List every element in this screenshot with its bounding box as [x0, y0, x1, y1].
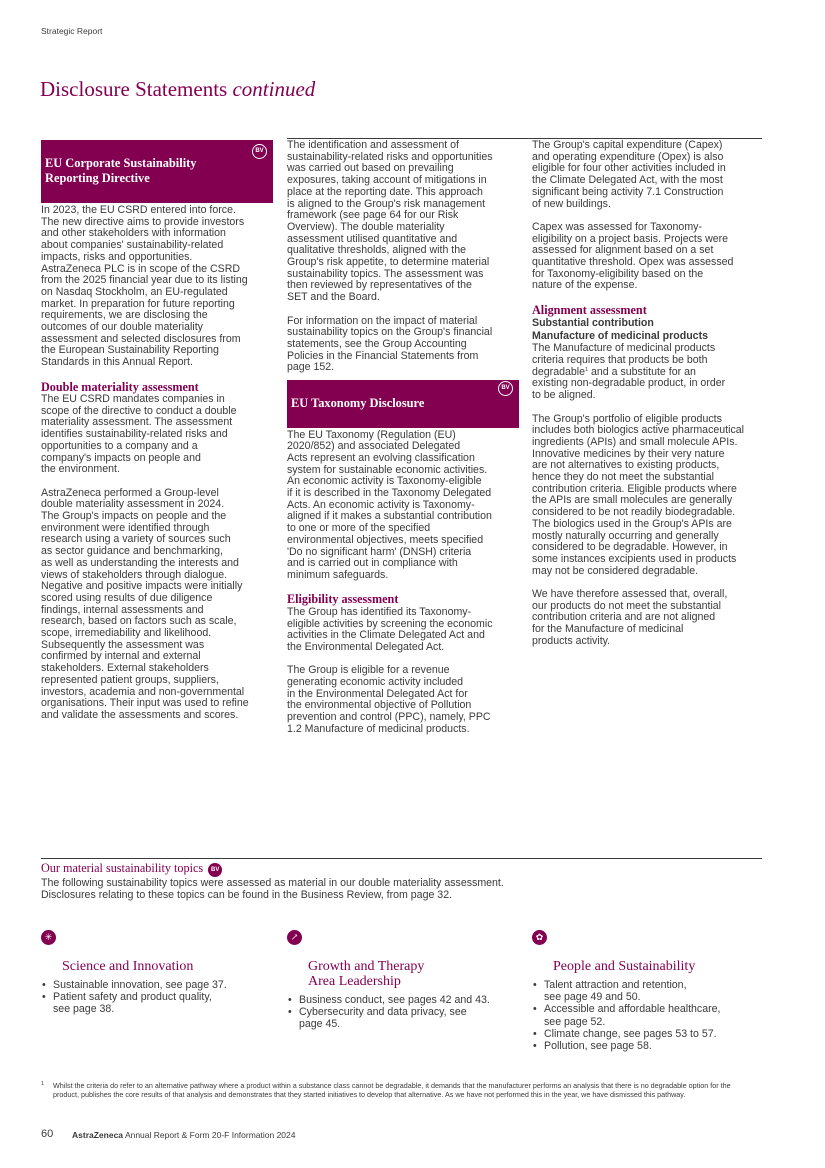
- topic-title: Growth and Therapy Area Leadership: [308, 959, 425, 989]
- col2-paragraph-2: For information on the impact of material sustainability topics on the Group's financial statements, see the Group Accounting Policies in the Financial Statements from page 152.: [287, 314, 493, 374]
- topic-title: Science and Innovation: [62, 959, 194, 974]
- list-item: • Sustainable innovation, see page 37.: [41, 979, 273, 991]
- topic-growth-therapy: [287, 929, 519, 1031]
- topic-heading: [287, 929, 519, 989]
- page-number: 60: [41, 1128, 54, 1140]
- col3-paragraph-5: We have therefore assessed that, overall, our products do not meet the substantial contribution criteria and are not aligned for the Manufacture of medicinal products activity.: [532, 588, 728, 647]
- footnote-mark: 1: [41, 1081, 45, 1087]
- flask-icon: ✳: [41, 930, 56, 945]
- list-item: • Patient safety and product quality, see page 38.: [41, 991, 273, 1015]
- dma-paragraph-1: The EU CSRD mandates companies in scope of the directive to conduct a double materiality assessment. The assessment identifies sustainability-related risks and opportunities to a company and a company's impacts on people and the environment.: [41, 393, 237, 476]
- bv-badge-icon: BV: [498, 381, 513, 396]
- csrd-heading-text: EU Corporate Sustainability Reporting Directive: [45, 155, 197, 185]
- report-name: Annual Report & Form 20-F Information 2024: [124, 1130, 296, 1140]
- column-3: [532, 140, 764, 648]
- column-1: [41, 140, 273, 722]
- topic-people-sustainability: [532, 929, 764, 1052]
- page-title: [40, 77, 315, 102]
- footer-brand: [72, 1130, 296, 1140]
- topic-list: [41, 979, 273, 1016]
- alignment-heading: Alignment assessment: [532, 302, 647, 317]
- col3-paragraph-3: [532, 343, 764, 402]
- topic-list: [532, 979, 764, 1052]
- topics-title: [41, 861, 222, 877]
- list-item: • Accessible and affordable healthcare, see page 52.: [532, 1003, 764, 1027]
- col3-paragraph-4: The Group's portfolio of eligible products includes both biologics active pharmaceutical ingredients (APIs) and small molecule APIs. Innovative medicines by their very nature are not alternatives to existing products, hence they do not meet the substantial contribution criteria. Eligible products where the APIs are small molecules are generally considered to be not readily biodegradable. The biologics used in the Group's APIs are mostly naturally occurring and generally considered to be degradable. However, in some instances excipients used in products may not be considered degradable.: [532, 412, 744, 577]
- bv-badge-icon: BV: [208, 863, 222, 877]
- p3-part-b: and a substitute for an existing non-degradable product, in order to be aligned.: [532, 365, 726, 402]
- section-label: Strategic Report: [41, 26, 103, 36]
- bv-badge-icon: BV: [252, 144, 267, 159]
- col3-paragraph-1: The Group's capital expenditure (Capex) and operating expenditure (Opex) is also eligible for four other activities included in the Climate Delegated Act, with the most significant being activity 7.1 Construction of new buildings.: [532, 139, 726, 210]
- page-title-main: Disclosure Statements: [40, 77, 228, 101]
- eligibility-paragraph-2: The Group is eligible for a revenue generating economic activity included in the Environmental Delegated Act for the environmental objective of Pollution prevention and control (PPC), namely, PPC 1.2 Manufacture of medicinal products.: [287, 664, 491, 735]
- dma-paragraph-2: AstraZeneca performed a Group-level double materiality assessment in 2024. The Group's impacts on people and the environment were identified through research using a variety of sources such as sector guidance and benchmarking, as well as understanding the interests and views of stakeholders through dialogue. Negative and positive impacts were initially scored using results of due diligence findings, internal assessments and research, based on factors such as scale, scope, irremediability and likelihood. Subsequently the assessment was confirmed by internal and external stakeholders. External stakeholders represented patient groups, suppliers, investors, academia and non-governmental organisations. Their input was used to refine and validate the assessments and scores.: [41, 486, 249, 721]
- footnote-text: Whilst the criteria do refer to an alternative pathway where a product within a substance class cannot be degradable, it demands that the manufacturer performs an analysis that there is no degradable option for the product, publishes the core results of that analysis and demonstrates that they started initiatives to develop that alternative. As we have not performed this in the year, we have dismissed this pathway.: [53, 1081, 731, 1099]
- p3-part-a: The Manufacture of medicinal products criteria requires that products be both degradable: [532, 342, 716, 378]
- list-item: • Talent attraction and retention, see page 49 and 50.: [532, 979, 764, 1003]
- list-item: • Climate change, see pages 53 to 57.: [532, 1028, 764, 1040]
- topic-science-innovation: [41, 929, 273, 1016]
- topics-top-rule: [41, 858, 762, 859]
- brand-name: AstraZeneca: [72, 1130, 124, 1140]
- list-item: • Business conduct, see pages 42 and 43.: [287, 994, 519, 1006]
- topics-title-text: Our material sustainability topics: [41, 861, 204, 875]
- taxonomy-heading-text: EU Taxonomy Disclosure: [291, 395, 425, 410]
- column-2: [287, 140, 519, 736]
- topics-intro: The following sustainability topics were assessed as material in our double materiality assessment. Disclosures relating to these topics can be found in the Business Review, from page 32.: [41, 877, 504, 902]
- footnote: [41, 1081, 755, 1099]
- eligibility-paragraph-1: The Group has identified its Taxonomy- eligible activities by screening the economic activities in the Climate Delegated Act and the Environmental Delegated Act.: [287, 605, 493, 653]
- taxonomy-text: The EU Taxonomy (Regulation (EU) 2020/852) and associated Delegated Acts represent an evolving classification system for sustainable economic activities. An economic activity is Taxonomy-eligible if it is described in the Taxonomy Delegated Acts. An economic activity is Taxonomy- aligned if it makes a substantial contribution to one or more of the specified environmental objectives, meets specified 'Do no significant harm' (DNSH) criteria and is carried out in compliance with minimum safeguards.: [287, 428, 492, 581]
- list-item: • Cybersecurity and data privacy, see page 45.: [287, 1006, 519, 1030]
- topic-heading: [41, 929, 273, 974]
- topic-list: [287, 994, 519, 1031]
- topic-heading: [532, 929, 764, 974]
- col3-paragraph-2: Capex was assessed for Taxonomy- eligibility on a project basis. Projects were assessed for alignment based on a set quantitative threshold. Opex was assessed for Taxonomy-eligibility based on the nature of the expense.: [532, 220, 734, 292]
- substantial-contribution-subheading: Substantial contribution: [532, 317, 654, 330]
- taxonomy-heading: [287, 380, 519, 428]
- col2-paragraph-1: The identification and assessment of sustainability-related risks and opportunities was carried out based on prevailing exposures, taking account of mitigations in place at the reporting date. This approach is aligned to the Group's risk management framework (see page 64 for our Risk Overview). The double materiality assessment utilised quantitative and qualitative thresholds, aligned with the Group's risk appetite, to determine material sustainability topics. The assessment was then reviewed by representatives of the SET and the Board.: [287, 139, 493, 304]
- eligibility-heading: Eligibility assessment: [287, 592, 399, 607]
- page-title-suffix: continued: [232, 77, 316, 101]
- people-icon: ✿: [532, 930, 547, 945]
- list-item: • Pollution, see page 58.: [532, 1040, 764, 1052]
- growth-icon: ↗: [287, 930, 302, 945]
- dma-heading: Double materiality assessment: [41, 379, 199, 394]
- csrd-text: In 2023, the EU CSRD entered into force. The new directive aims to provide investors and other stakeholders with information about companies' sustainability-related impacts, risks and opportunities. AstraZeneca PLC is in scope of the CSRD from the 2025 financial year due to its listing on Nasdaq Stockholm, an EU-regulated market. In preparation for future reporting requirements, we are disclosing the outcomes of our double materiality assessment and selected disclosures from the European Sustainability Reporting Standards in this Annual Report.: [41, 204, 248, 369]
- footnote-ref: 1: [585, 366, 589, 373]
- csrd-heading: [41, 140, 273, 203]
- medicinal-products-subheading: Manufacture of medicinal products: [532, 330, 708, 343]
- topic-title: People and Sustainability: [553, 959, 696, 974]
